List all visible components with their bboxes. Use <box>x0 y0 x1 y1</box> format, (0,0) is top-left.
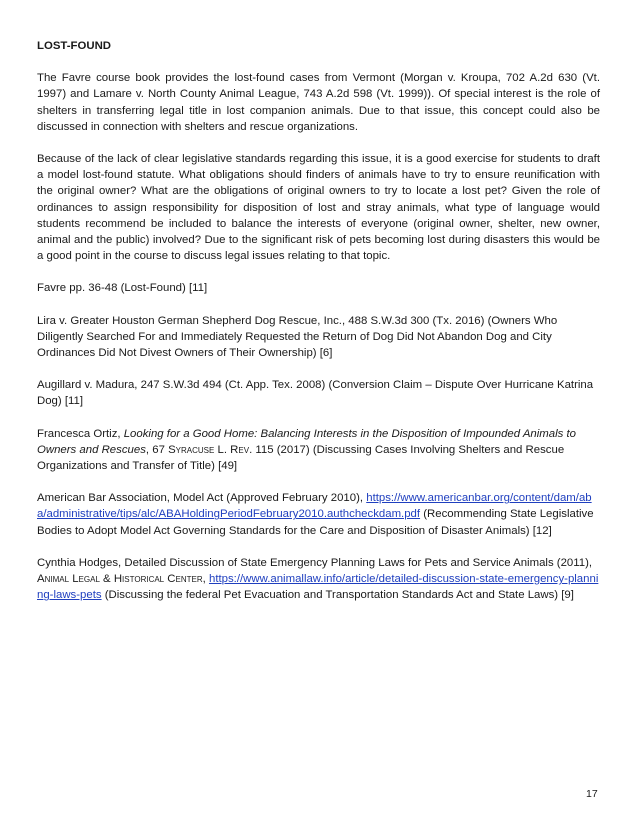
ortiz-volume: , 67 <box>145 443 169 456</box>
discussion-paragraph: Because of the lack of clear legislative standards regarding this issue, it is a good exercise for students to draft a model lost-found statute. What obligations should finders of animals have to try to ensure reunification with the original owner? What are the obligations of original owners to try to locate a lost pet? Given the role of ordinances to assign responsibility for disposition of lost and stray animals, what type of language would students recommend be included to balance the interests of everyone (original owner, shelter, new owner, animal and the public) involved? Due to the significant risk of pets becoming lost during disasters this would be a good point in the course to discuss legal issues relating to that topic. <box>37 153 600 263</box>
reference-favre: Favre pp. 36-48 (Lost-Found) [11] <box>37 282 208 295</box>
ortiz-author: Francesca Ortiz, <box>37 427 124 440</box>
hodges-prefix: Cynthia Hodges, Detailed Discussion of State Emergency Planning Laws for Pets and Service Animals (2011), <box>37 556 593 569</box>
aba-prefix: American Bar Association, Model Act (Approved February 2010), <box>37 492 367 505</box>
ortiz-article-title: Looking for a Good Home: Balancing Interests in the Disposition of Impounded Animals to Owners and Rescues <box>37 427 577 456</box>
ortiz-citation-rest: 115 (2017) (Discussing Cases Involving Shelters and Rescue Organizations and Transfer of Title) [49] <box>37 443 565 473</box>
aba-model-act-link[interactable]: https://www.americanbar.org/content/dam/aba/administrative/tips/alc/ABAHoldingPeriodFebruary2010.authcheckdam.pdf <box>37 492 592 521</box>
intro-paragraph: The Favre course book provides the lost-found cases from Vermont (Morgan v. Kroupa, 702 A.2d 630 (Vt. 1997) and Lamare v. North County Animal League, 743 A.2d 598 (Vt. 1999)). Of special interest is the role of shelters in transferring legal title in lost companion animals. Due to that issue, this concept could also be discussed in connection with shelters and rescue organizations. <box>37 72 600 133</box>
reference-augillard: Augillard v. Madura, 247 S.W.3d 494 (Ct. App. Tex. 2008) (Conversion Claim – Dispute Over Hurricane Katrina Dog) [11] <box>37 379 594 408</box>
hodges-separator: , <box>202 573 209 586</box>
section-heading: LOST-FOUND <box>37 40 112 52</box>
reference-lira: Lira v. Greater Houston German Shepherd Dog Rescue, Inc., 488 S.W.3d 300 (Tx. 2016) (Owners Who Diligently Searched For and Immediately Requested the Return of Dog Did Not Abandon Dog and City Ordinances Did Not Divest Owners of Their Ownership) [6] <box>37 314 558 360</box>
reference-aba <box>37 490 600 539</box>
hodges-suffix: (Discussing the federal Pet Evacuation and Transportation Standards Act and State Laws) [9] <box>101 589 574 602</box>
reference-ortiz <box>37 426 600 475</box>
page-number: 17 <box>586 788 598 800</box>
document-page <box>37 38 600 619</box>
hodges-article-link[interactable]: https://www.animallaw.info/article/detailed-discussion-state-emergency-planning-laws-pets <box>37 573 599 602</box>
reference-hodges <box>37 555 600 604</box>
ortiz-journal: Syracuse L. Rev. <box>168 443 253 456</box>
aba-suffix: (Recommending State Legislative Bodies to Adopt Model Act Governing Standards for the Care and Disposition of Disaster Animals) [12] <box>37 508 594 537</box>
hodges-source: Animal Legal & Historical Center <box>37 573 203 586</box>
